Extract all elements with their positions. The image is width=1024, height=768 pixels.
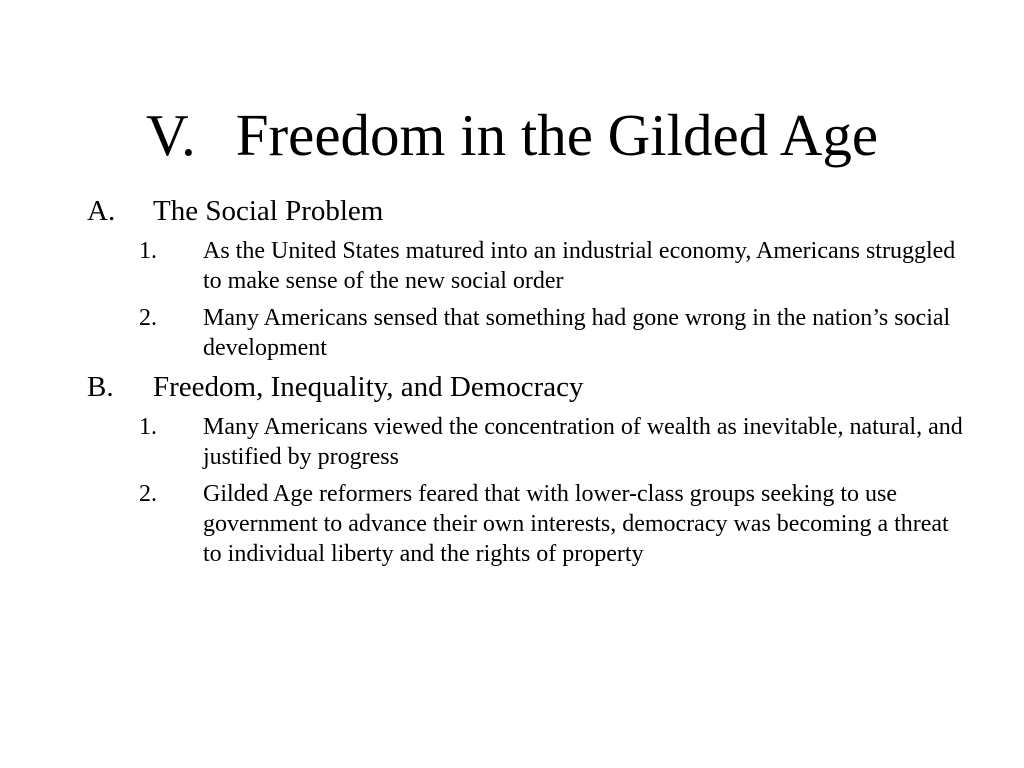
section-b xyxy=(87,369,967,569)
section-heading xyxy=(87,369,967,405)
title-text: Freedom in the Gilded Age xyxy=(235,102,879,168)
section-items xyxy=(87,412,967,569)
item-marker: 2. xyxy=(139,305,157,331)
section-marker: A. xyxy=(87,195,116,227)
item-text: As the United States matured into an industrial economy, Americans struggled to make sense of the new social order xyxy=(203,238,956,294)
item-text: Many Americans viewed the concentration of wealth as inevitable, natural, and justified by progress xyxy=(203,414,963,470)
section-items xyxy=(87,236,967,363)
list-item xyxy=(87,303,967,363)
slide-content xyxy=(87,193,967,569)
section-marker: B. xyxy=(87,371,114,403)
item-text: Many Americans sensed that something had gone wrong in the nation’s social development xyxy=(203,305,951,361)
section-heading xyxy=(87,193,967,229)
slide-title xyxy=(0,98,1024,172)
list-item xyxy=(87,412,967,472)
item-marker: 1. xyxy=(139,238,157,264)
list-item xyxy=(87,236,967,296)
section-heading-text: The Social Problem xyxy=(153,195,384,227)
title-number: V. xyxy=(145,102,196,168)
item-text: Gilded Age reformers feared that with lower-class groups seeking to use government to advance their own interests, democracy was becoming a threat to individual liberty and the rights of property xyxy=(203,481,949,567)
list-item xyxy=(87,479,967,569)
item-marker: 2. xyxy=(139,481,157,507)
section-heading-text: Freedom, Inequality, and Democracy xyxy=(153,371,584,403)
item-marker: 1. xyxy=(139,414,157,440)
section-a xyxy=(87,193,967,363)
